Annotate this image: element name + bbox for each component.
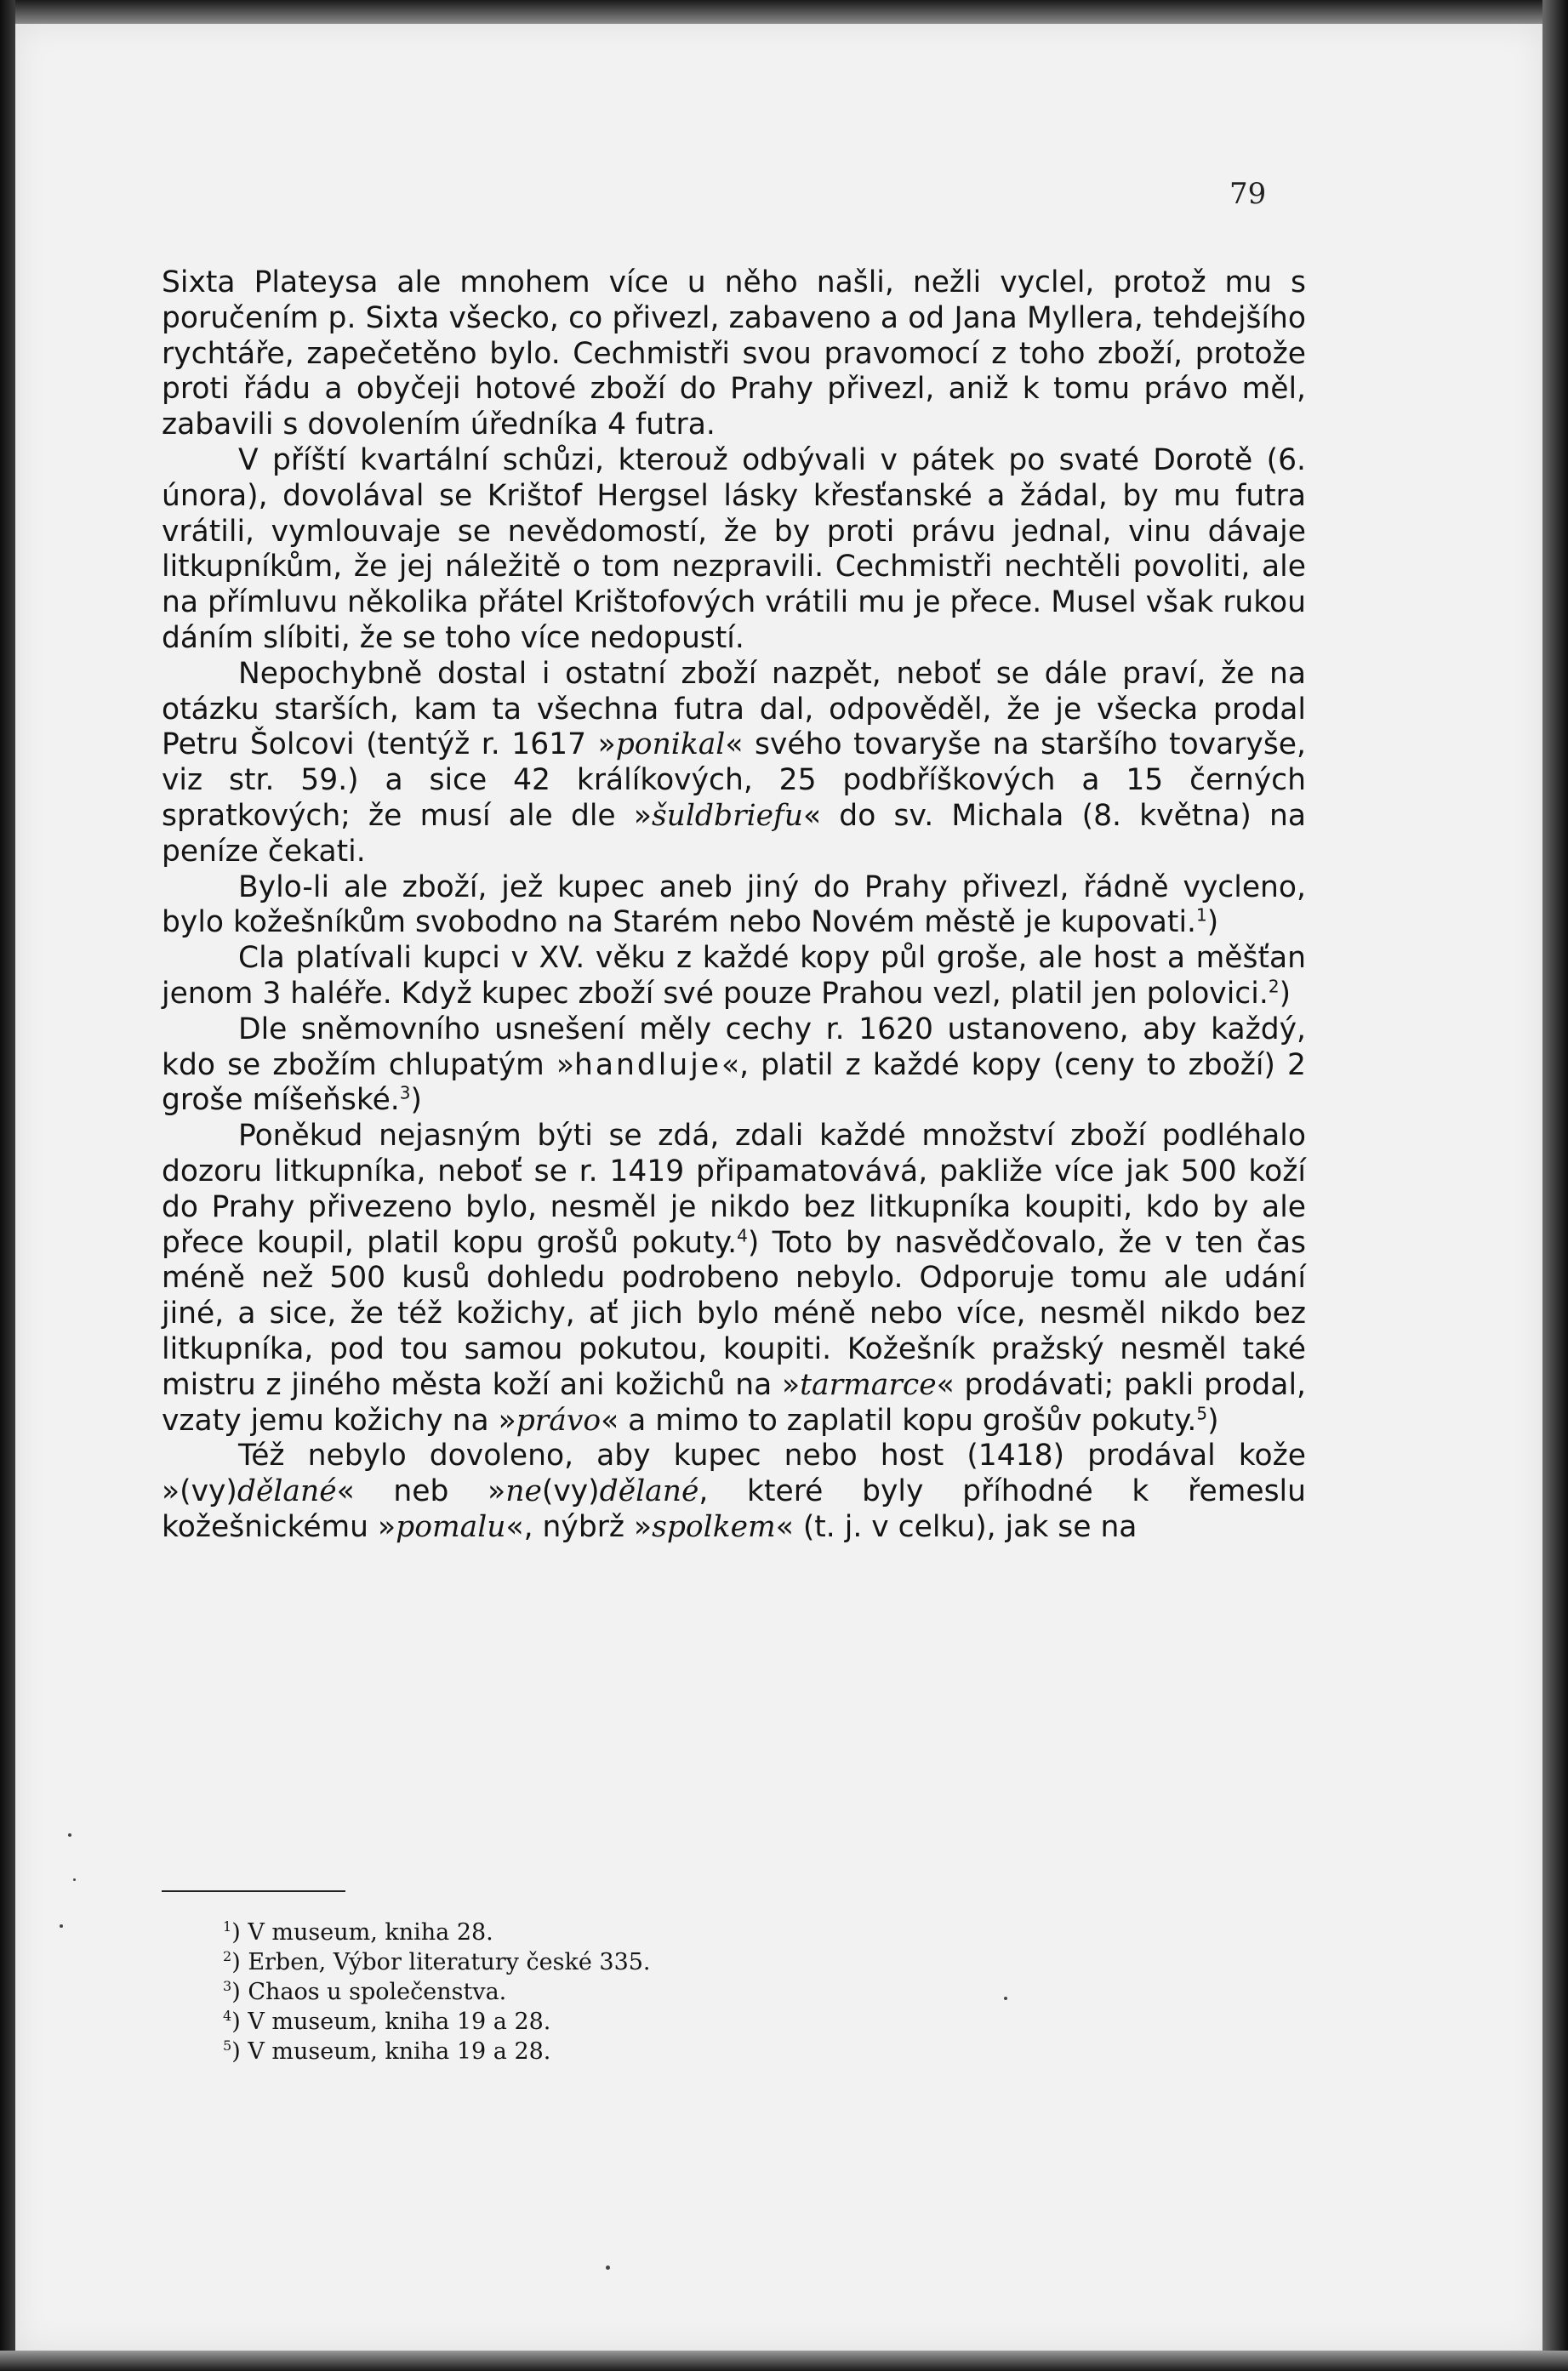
text-run: ) <box>410 1083 422 1118</box>
paper-speck <box>68 1833 71 1837</box>
footnote-text: V museum, kniha 19 a 28. <box>248 2009 551 2035</box>
text-run: Cla platívali kupci v XV. věku z každé kopy půl groše, ale host a měšťan jenom 3 haléře. Když kupec zboží své pouze Prahou vezl, platil jen polovici. <box>162 941 1306 1011</box>
scan-bottom-edge <box>0 2351 1568 2371</box>
footnote-mark-paren: ) <box>231 1979 248 2005</box>
text-run: Nepochybně dostal i ostatní zboží nazpět, neboť se dále praví, že na otázku starších, kam ta všechna futra dal, odpověděl, že je všecka prodal Petru Šolcovi (tentýž r. 1617 » <box>162 656 1306 762</box>
paragraph-p2 <box>162 443 1306 657</box>
text-run: (vy) <box>541 1474 600 1509</box>
footnote-reference: 1 <box>1196 904 1207 926</box>
italic-term: ne <box>505 1474 542 1509</box>
text-run: V příští kvartální schůzi, kterouž odbývali v pátek po svaté Dorotě (6. února), dovolával se Krištof Hergsel lásky křesťanské a žádal, by mu futra vrátili, vymlouvaje se nevědomostí, že by proti právu jednal, vinu dávaje litkupníkům, že jej náležitě o tom nezpravili. Cechmistři nechtěli povoliti, ale na přímluvu několika přátel Krištofových vrátili mu je přece. Musel však rukou dáním slíbiti, že se toho více nedopustí. <box>162 442 1306 655</box>
text-run: « a mimo to zaplatil kopu grošův pokuty. <box>601 1403 1197 1438</box>
text-run: Poněkud nejasným býti se zdá, zdali každé množství zboží podléhalo dozoru litkupníka, neboť se r. 1419 připamatovává, pakliže více jak 500 koží do Prahy přivezeno bylo, nesměl je nikdo bez litkupníka koupiti, kdo by ale přece koupil, platil kopu grošů pokuty. <box>162 1119 1306 1260</box>
footnote-mark-paren: ) <box>231 1949 248 1975</box>
text-run: Bylo-li ale zboží, jež kupec aneb jiný do Prahy přivezl, řádně vycleno, bylo kožešníkům svobodno na Starém nebo Novém městě je kupovati. <box>162 869 1306 940</box>
paragraph-p4 <box>162 870 1306 942</box>
italic-term: tarmarce <box>800 1367 937 1402</box>
paper-speck <box>73 1878 76 1881</box>
footnote-text: Erben, Výbor literatury české 335. <box>248 1949 651 1975</box>
italic-term: spolkem <box>652 1509 776 1544</box>
footnote-item <box>223 1947 651 1977</box>
italic-term: šuldbriefu <box>651 798 804 833</box>
footnote-reference: 3 <box>399 1082 411 1103</box>
paragraph-p8 <box>162 1439 1306 1545</box>
italic-term: právo <box>516 1403 602 1438</box>
paragraph-p6 <box>162 1012 1306 1119</box>
footnote-item <box>223 2007 651 2037</box>
footnote-text: V museum, kniha 28. <box>248 1919 493 1946</box>
footnote-rule <box>162 1890 345 1892</box>
paragraph-p3 <box>162 657 1306 870</box>
italic-term: ponikal <box>615 727 726 762</box>
footnote-mark-paren: ) <box>231 1919 248 1946</box>
footnote-mark: 2 <box>223 1948 232 1964</box>
footnote-item <box>223 1918 651 1947</box>
footnote-reference: 4 <box>737 1225 748 1246</box>
italic-term: dělané <box>599 1474 699 1509</box>
text-run: «, nýbrž » <box>505 1509 653 1544</box>
text-run: Dle sněmovního usnešení měly cechy r. 1620 ustanoveno, aby každý, kdo se zbožím chlupatým » <box>162 1012 1306 1082</box>
footnotes <box>223 1918 651 2066</box>
footnote-text: Chaos u společenstva. <box>248 1979 507 2005</box>
text-run: Sixta Plateysa ale mnohem více u něho našli, nežli vyclel, protož mu s poručením p. Sixta všecko, co přivezl, zabaveno a od Jana Myllera, tehdejšího rychtáře, zapečetěno bylo. Cechmistři svou pravomocí z toho zboží, protože proti řádu a obyčeji hotové zboží do Prahy přivezl, aniž k tomu právo měl, zabavili s dovolením úředníka 4 futra. <box>162 265 1306 442</box>
text-run: « prodávati; pakli prodal, vzaty jemu kožichy na » <box>162 1367 1306 1438</box>
text-run: ) Toto by nasvědčovalo, že v ten čas méně než 500 kusů dohledu podrobeno nebylo. Odporuje tomu ale udání jiné, a sice, že též kožichy, ať jich bylo méně nebo více, nesměl nikdo bez litkupníka, pod tou samou pokutou, koupiti. Kožešník pražský nesměl také mistru z jiného města koží ani kožichů na » <box>162 1225 1306 1402</box>
paper-speck <box>606 2266 610 2270</box>
text-run: Též nebylo dovoleno, aby kupec nebo host (1418) prodával kože »(vy) <box>162 1439 1306 1509</box>
paragraph-p1 <box>162 265 1306 443</box>
footnote-mark: 4 <box>223 2008 232 2024</box>
paper-speck <box>1004 1997 1007 2000</box>
text-run: , které byly příhodné k řemeslu kožešnickému » <box>162 1474 1307 1544</box>
scan-top-edge <box>0 0 1568 24</box>
italic-term: pomalu <box>396 1509 506 1544</box>
footnote-reference: 5 <box>1196 1403 1208 1423</box>
body-text <box>162 265 1306 1546</box>
text-run: « (t. j. v celku), jak se na <box>775 1509 1138 1544</box>
text-run: ) <box>1207 1403 1219 1438</box>
text-run: «, platil z každé kopy (ceny to zboží) 2 groše míšeňské. <box>162 1047 1306 1118</box>
footnote-text: V museum, kniha 19 a 28. <box>248 2038 551 2065</box>
text-run: « neb » <box>336 1474 506 1509</box>
footnote-mark: 1 <box>223 1918 232 1935</box>
footnote-reference: 2 <box>1268 976 1280 997</box>
footnote-item <box>223 1977 651 2007</box>
paragraph-p7 <box>162 1119 1306 1439</box>
paragraph-p5 <box>162 941 1306 1012</box>
footnote-mark-paren: ) <box>231 2038 248 2065</box>
footnote-mark: 5 <box>223 2038 232 2054</box>
footnote-item <box>223 2037 651 2066</box>
footnote-mark-paren: ) <box>231 2009 248 2035</box>
footnote-mark: 3 <box>223 1978 232 1994</box>
text-run: « do sv. Michala (8. května) na peníze čekati. <box>162 798 1306 869</box>
text-run: ) <box>1279 976 1291 1011</box>
spaced-term: handluje <box>573 1047 722 1082</box>
scan-right-edge <box>1542 0 1568 2371</box>
paper-speck <box>60 1924 63 1928</box>
text-run: ) <box>1206 905 1219 940</box>
page-number: 79 <box>1229 177 1267 211</box>
scan-left-edge <box>0 0 15 2371</box>
text-run: « svého tovaryše na staršího tovaryše, viz str. 59.) a sice 42 králíkových, 25 podbříškových a 15 černých spratkových; že musí ale dle » <box>162 727 1307 833</box>
italic-term: dělané <box>237 1474 337 1509</box>
